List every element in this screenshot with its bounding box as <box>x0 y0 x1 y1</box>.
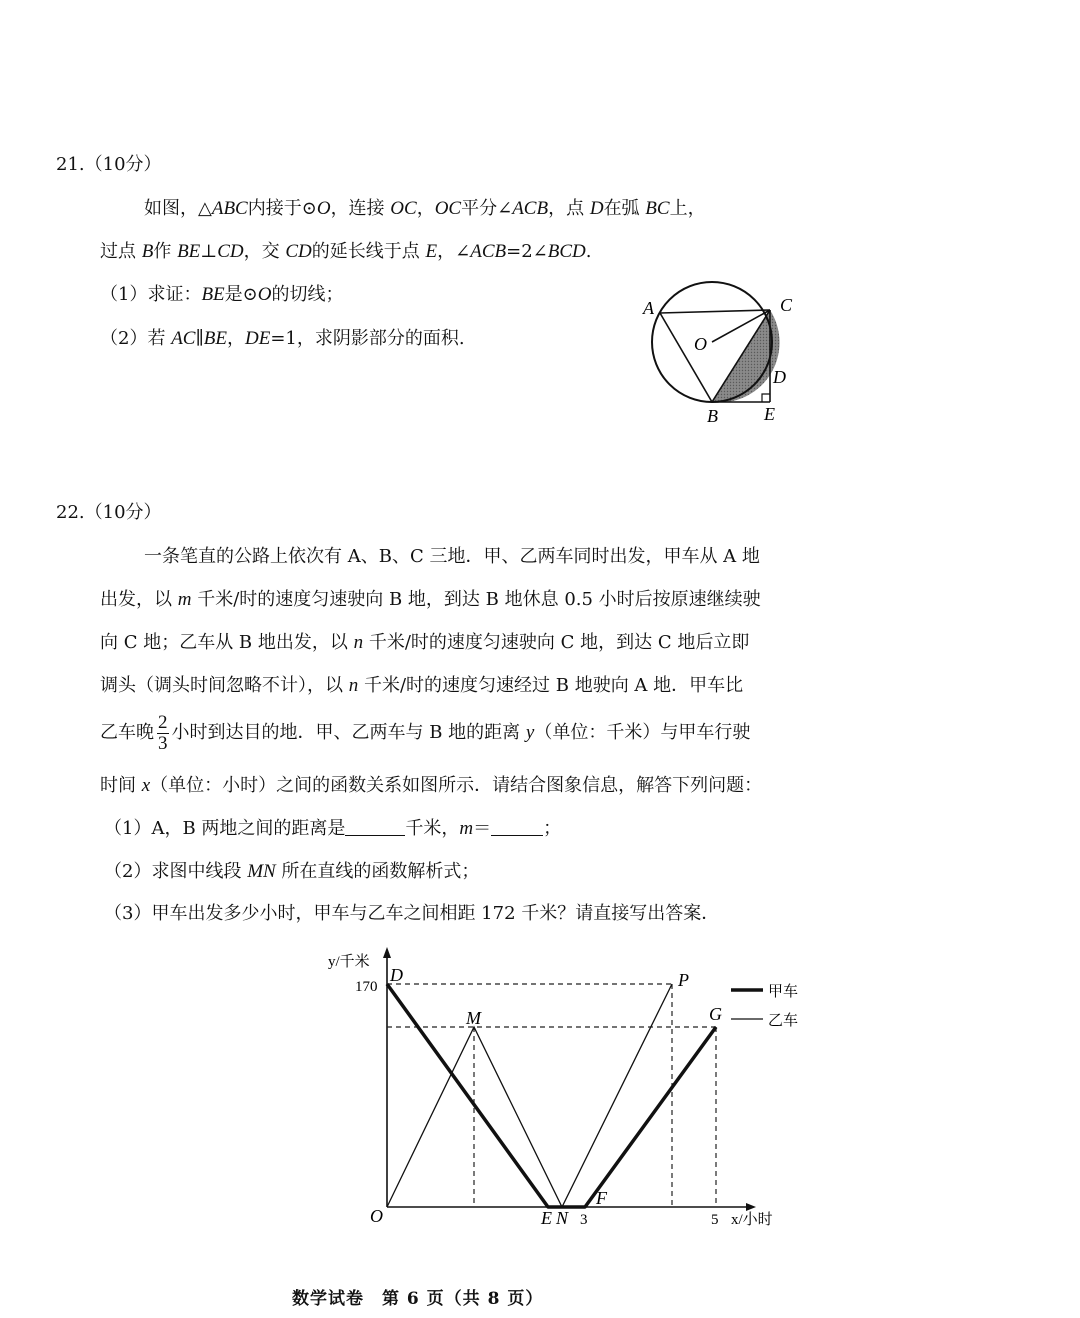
legend-yi-label: 乙车 <box>768 1013 799 1029</box>
point-p-label: P <box>678 970 689 990</box>
q21-subquestion-1: （1）求证：BE是⊙O的切线； <box>100 284 344 305</box>
q21-subquestion-2: （2）若 AC∥BE，DE=1，求阴影部分的面积. <box>100 328 465 349</box>
point-m-label: M <box>466 1008 481 1028</box>
y-axis-arrow <box>383 947 391 958</box>
q21-paragraph-1: 如图，△ABC内接于⊙O，连接 OC，OC平分∠ACB，点 D在弧 BC上， <box>144 198 706 219</box>
y-axis-label: y/千米 <box>328 954 370 970</box>
q22-line-3: 向 C 地；乙车从 B 地出发，以 n 千米/时的速度匀速驶向 C 地，到达 C 地后立即 <box>100 632 750 653</box>
page-footer: 数学试卷 第 6 页（共 8 页） <box>292 1289 544 1309</box>
point-d-label: D <box>390 965 403 985</box>
fraction-two-thirds: $\frac{2}{3}$ <box>158 711 168 754</box>
x-axis-arrow <box>746 1203 756 1211</box>
q22-number: 22. <box>56 502 85 523</box>
x-tick-5: 5 <box>711 1212 719 1228</box>
origin-label: O <box>370 1206 383 1226</box>
point-g-label: G <box>709 1004 722 1024</box>
label-e: E <box>764 404 775 424</box>
q22-line-2: 出发，以 m 千米/时的速度匀速驶向 B 地，到达 B 地休息 0.5 小时后按原速继续驶 <box>100 589 761 610</box>
q22-line-6: 时间 x（单位：小时）之间的函数关系如图所示．请结合图象信息，解答下列问题： <box>100 775 763 796</box>
legend-jia-label: 甲车 <box>768 984 799 1000</box>
label-b: B <box>707 406 718 426</box>
label-a: A <box>643 298 654 318</box>
line-jia-car <box>387 984 716 1207</box>
label-o: O <box>694 334 707 354</box>
q22-score: （10分） <box>84 502 162 523</box>
q22-line-1: 一条笔直的公路上依次有 A、B、C 三地．甲、乙两车同时出发，甲车从 A 地 <box>144 546 760 567</box>
q22-line-5: 乙车晚 $\frac{2}{3}$ 小时到达目的地．甲、乙两车与 B 地的距离 y（单位：千米）与甲车行驶 <box>100 711 751 754</box>
q22-line-4: 调头（调头时间忽略不计），以 n 千米/时的速度匀速经过 B 地驶向 A 地．甲车比 <box>100 675 744 696</box>
q21-score: （10分） <box>84 154 162 175</box>
q22-subquestion-3: （3）甲车出发多少小时，甲车与乙车之间相距 172 千米？请直接写出答案． <box>104 903 720 924</box>
line-yi-car <box>387 984 672 1207</box>
q21-number: 21. <box>56 154 85 175</box>
label-d: D <box>773 367 786 387</box>
label-c: C <box>780 295 793 315</box>
point-e-label: E <box>541 1208 552 1228</box>
q22-subquestion-2: （2）求图中线段 MN 所在直线的函数解析式； <box>104 861 480 882</box>
x-tick-3: 3 <box>580 1212 588 1228</box>
q22-subquestion-1: （1）A，B 两地之间的距离是 千米，m＝ ； <box>104 818 562 839</box>
point-f-label: F <box>596 1188 607 1208</box>
y-tick-170: 170 <box>355 979 378 995</box>
point-n-label: N <box>556 1208 569 1228</box>
x-axis-label: x/小时 <box>731 1212 773 1228</box>
q21-paragraph-2: 过点 B作 BE⊥CD，交 CD的延长线于点 E，∠ACB=2∠BCD. <box>100 241 592 262</box>
